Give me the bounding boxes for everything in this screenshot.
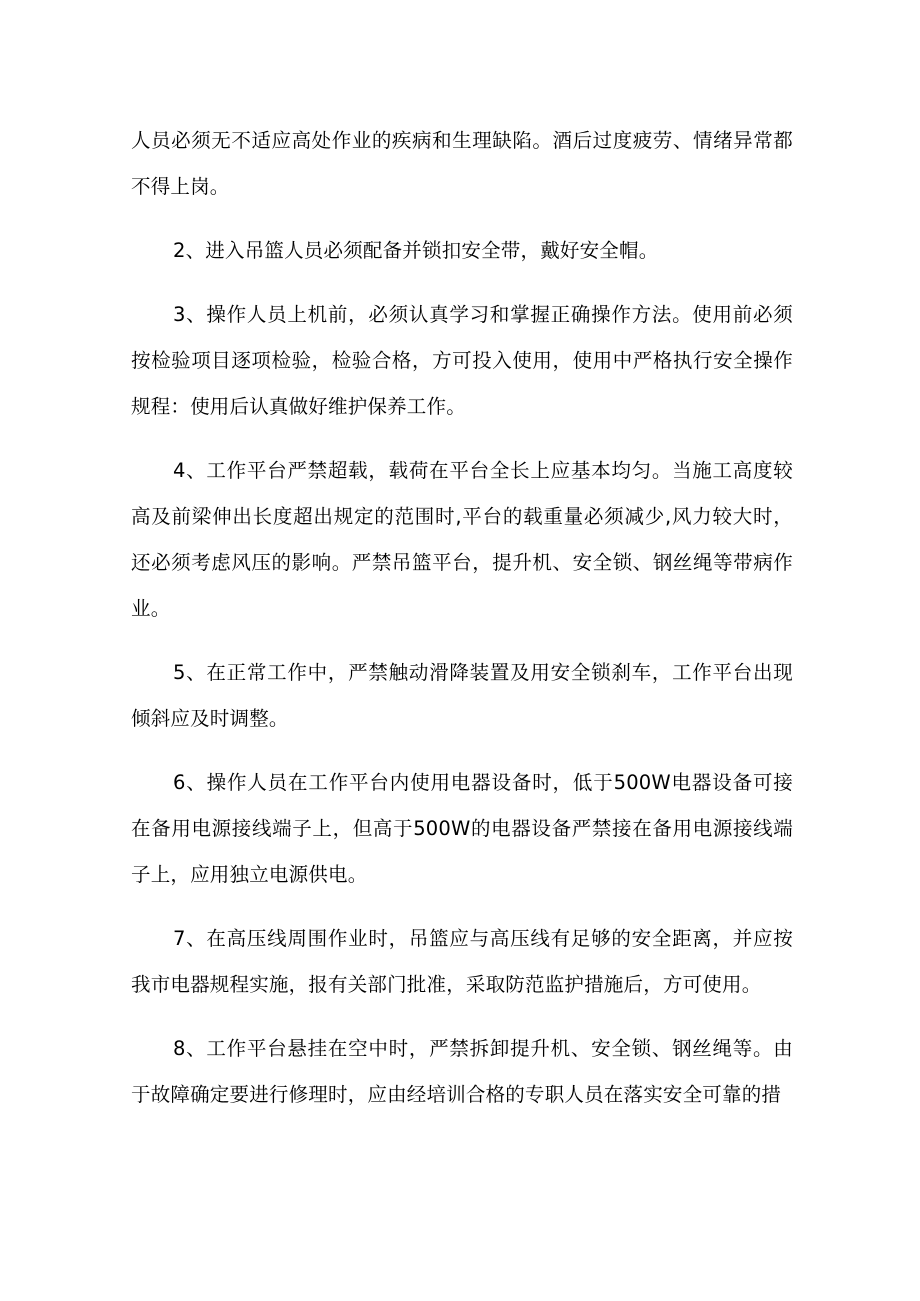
paragraph-item-5: 5、在正常工作中，严禁触动滑降装置及用安全锁刹车，工作平台出现倾斜应及时调整。 xyxy=(131,661,793,730)
document-body xyxy=(131,118,793,1136)
paragraph-item-2: 2、进入吊篮人员必须配备并锁扣安全带，戴好安全帽。 xyxy=(173,239,659,262)
paragraph-item-3: 3、操作人员上机前，必须认真学习和掌握正确操作方法。使用前必须按检验项目逐项检验，检验合格，方可投入使用，使用中严格执行安全操作规程：使用后认真做好维护保养工作。 xyxy=(131,303,793,418)
paragraph-item-4: 4、工作平台严禁超载，载荷在平台全长上应基本均匀。当施工高度较高及前梁伸出长度超出规定的范围时,平台的载重量必须减少,风力较大时，还必须考虑风压的影响。严禁吊篮平台，提升机、安全锁、钢丝绳等带病作业。 xyxy=(131,459,793,620)
paragraph-item-8: 8、工作平台悬挂在空中时，严禁拆卸提升机、安全锁、钢丝绳等。由于故障确定要进行修理时，应由经培训合格的专职人员在落实安全可靠的措 xyxy=(131,1037,793,1106)
paragraph-continuation: 人员必须无不适应高处作业的疾病和生理缺陷。酒后过度疲劳、情绪异常都不得上岗。 xyxy=(131,129,793,198)
paragraph-item-6: 6、操作人员在工作平台内使用电器设备时，低于500W电器设备可接在备用电源接线端子上，但高于500W的电器设备严禁接在备用电源接线端子上，应用独立电源供电。 xyxy=(131,771,793,886)
paragraph-item-7: 7、在高压线周围作业时，吊篮应与高压线有足够的安全距离，并应按我市电器规程实施，报有关部门批准，采取防范监护措施后，方可使用。 xyxy=(131,927,793,996)
